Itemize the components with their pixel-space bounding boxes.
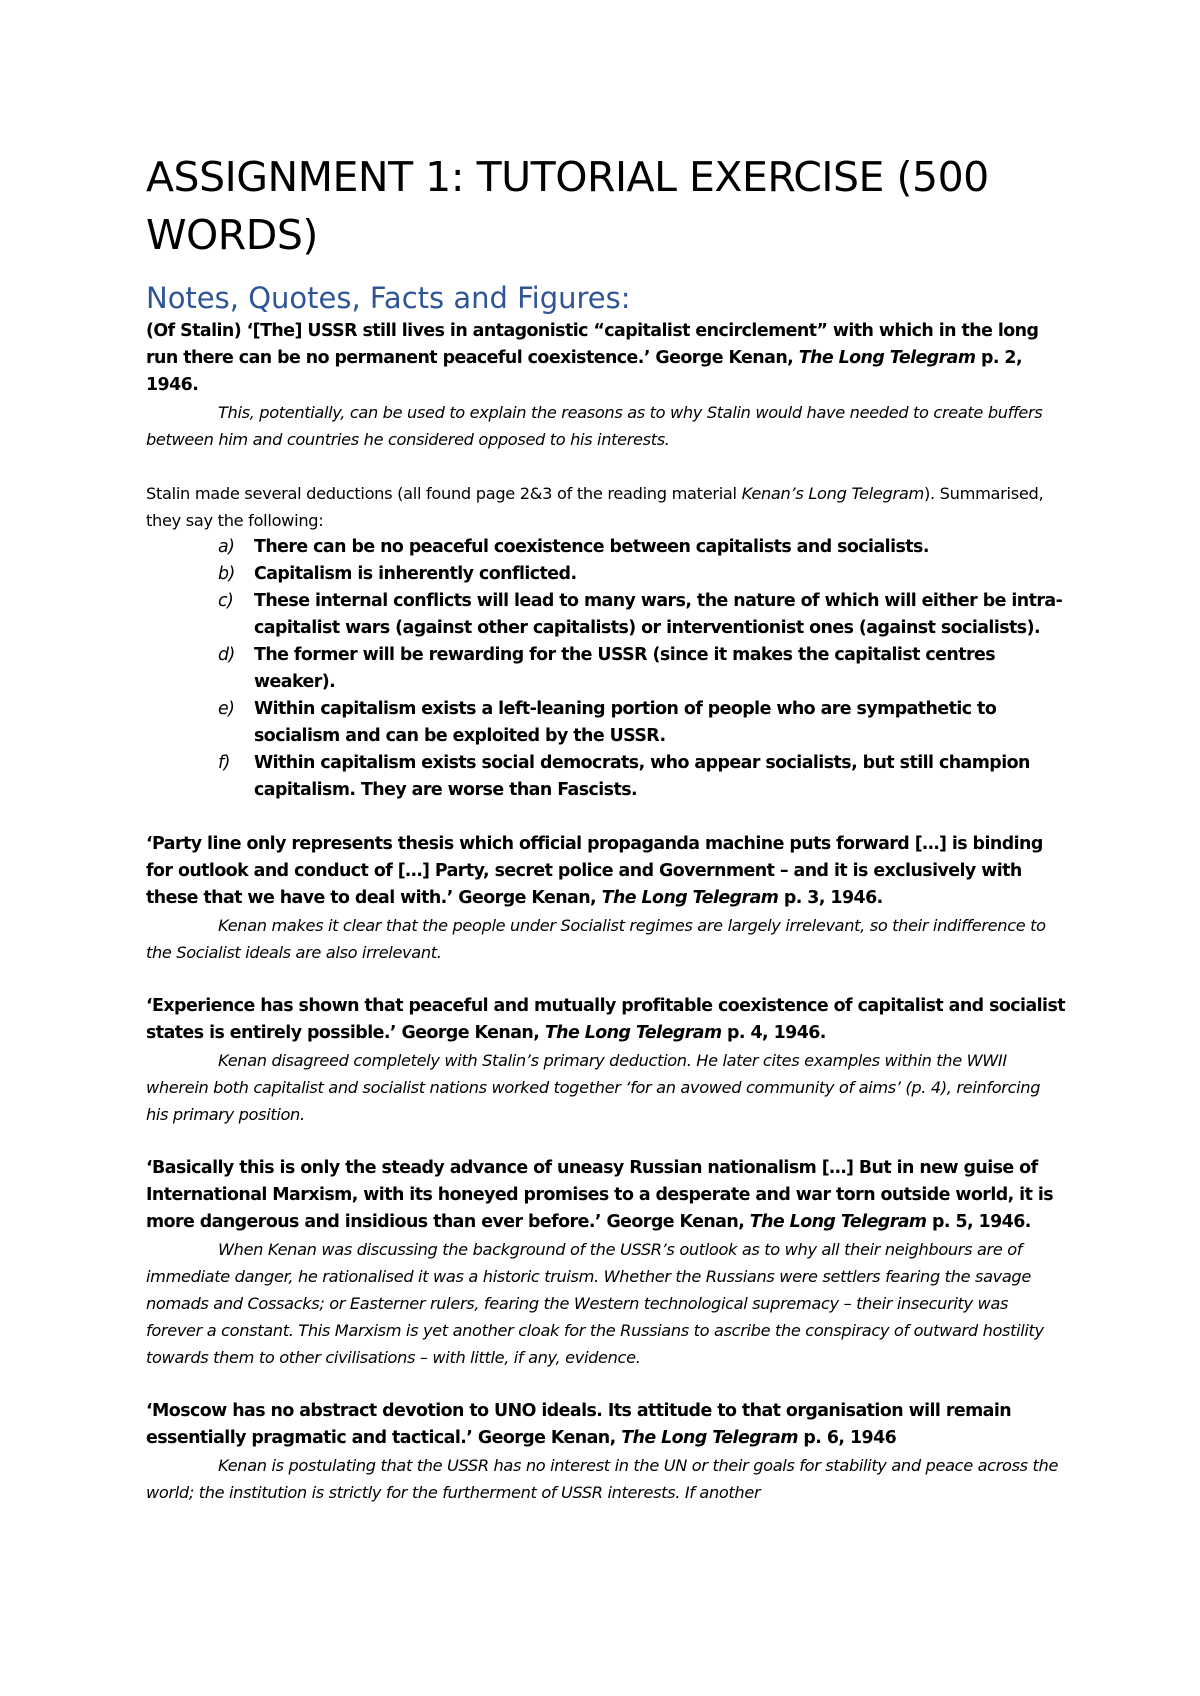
source-title: The Long Telegram — [601, 888, 779, 908]
page-ref: p. 5 — [926, 1212, 967, 1232]
list-item-text: There can be no peaceful coexistence between capitalists and socialists. — [254, 537, 929, 557]
quote-year: , 1946. — [967, 1212, 1031, 1232]
quote-text: ‘Party line only represents thesis which official propaganda machine puts forward […] is binding for outlook and conduct of […] Party, secret police and Government – and it is exclusively with these that we have to deal with.’ George Kenan, — [146, 834, 1043, 908]
list-item — [218, 588, 1066, 642]
intro-text: Stalin made several deductions (all found page 2&3 of the reading material — [146, 484, 742, 503]
commentary-text: Kenan makes it clear that the people under Socialist regimes are largely irrelevant, so their indifference to the Socialist ideals are also irrelevant. — [146, 916, 1046, 962]
list-item — [218, 750, 1066, 804]
page-ref: p. 2 — [975, 348, 1016, 368]
list-marker: a) — [218, 537, 235, 557]
list-marker: e) — [218, 699, 235, 719]
commentary-text: Kenan is postulating that the USSR has no interest in the UN or their goals for stability and peace across the world; the institution is strictly for the furtherment of USSR interests. If another — [146, 1456, 1059, 1502]
commentary-paragraph-4 — [146, 1236, 1066, 1371]
commentary-paragraph-1 — [146, 399, 1066, 453]
deductions-intro — [146, 480, 1066, 534]
list-marker: d) — [218, 645, 235, 665]
document-body — [146, 148, 1066, 1506]
list-item-text: Within capitalism exists a left-leaning portion of people who are sympathetic to socialism and can be exploited by the USSR. — [254, 699, 997, 746]
commentary-text: Kenan disagreed completely with Stalin’s primary deduction. He later cites examples within the WWII wherein both capitalist and socialist nations worked together ‘for an avowed community of aims’ (p. 4), reinforcing his primary position. — [146, 1051, 1041, 1124]
quote-text: ‘Experience has shown that peaceful and mutually profitable coexistence of capitalist and socialist states is entirely possible.’ George Kenan, — [146, 996, 1066, 1043]
quote-paragraph-3 — [146, 993, 1066, 1047]
commentary-paragraph-3 — [146, 1047, 1066, 1128]
quote-paragraph-4 — [146, 1155, 1066, 1236]
quote-year: , 1946 — [838, 1428, 897, 1448]
page-title: ASSIGNMENT 1: TUTORIAL EXERCISE (500 WORDS) — [146, 153, 989, 259]
list-marker: f) — [218, 753, 230, 773]
page-ref: p. 6 — [797, 1428, 839, 1448]
source-title: The Long Telegram — [749, 1212, 927, 1232]
section-heading: Notes, Quotes, Facts and Figures: — [146, 281, 631, 315]
list-item-text: The former will be rewarding for the USSR (since it makes the capitalist centres weaker). — [254, 645, 996, 692]
list-item — [218, 642, 1066, 696]
commentary-paragraph-5 — [146, 1452, 1066, 1506]
quote-year: , 1946. — [762, 1023, 826, 1043]
quote-text: (Of Stalin) ‘[The] USSR still lives in antagonistic “capitalist encirclement” with which in the long run there can be no permanent peaceful coexistence.’ George Kenan, — [146, 321, 1039, 368]
commentary-text: When Kenan was discussing the background of the USSR’s outlook as to why all their neighbours are of immediate danger, he rationalised it was a historic truism. Whether the Russians were settlers fearing the savage nomads and Cossacks; or Easterner rulers, fearing the Western technological supremacy – their insecurity was forever a constant. This Marxism is yet another cloak for the Russians to ascribe the conspiracy of outward hostility towards them to other civilisations – with little, if any, evidence. — [146, 1240, 1044, 1367]
quote-text: ‘Basically this is only the steady advance of uneasy Russian nationalism […] But in new guise of International Marxism, with its honeyed promises to a desperate and war torn outside world, it is more dangerous and insidious than ever before.’ George Kenan, — [146, 1158, 1054, 1232]
commentary-paragraph-2 — [146, 912, 1066, 966]
quote-year: , 1946. — [818, 888, 883, 908]
quote-text: ‘Moscow has no abstract devotion to UNO ideals. Its attitude to that organisation will remain essentially pragmatic and tactical.’ George Kenan, — [146, 1401, 1012, 1448]
quote-paragraph-2 — [146, 831, 1066, 912]
list-item — [218, 534, 1066, 561]
deductions-list — [146, 534, 1066, 804]
page-ref: p. 4 — [721, 1023, 763, 1043]
source-title: The Long Telegram — [621, 1428, 798, 1448]
quote-paragraph-5 — [146, 1398, 1066, 1452]
quote-year: , 1946. — [146, 348, 1023, 395]
list-item-text: Capitalism is inherently conflicted. — [254, 564, 577, 584]
list-marker: c) — [218, 591, 234, 611]
list-item-text: These internal conflicts will lead to many wars, the nature of which will either be intra-capitalist wars (against other capitalists) or interventionist ones (against socialists). — [254, 591, 1063, 638]
source-title: The Long Telegram — [544, 1023, 722, 1043]
list-item — [218, 561, 1066, 588]
list-item — [218, 696, 1066, 750]
list-item-text: Within capitalism exists social democrats, who appear socialists, but still champion capitalism. They are worse than Fascists. — [254, 753, 1030, 800]
intro-reference: Kenan’s Long Telegram — [741, 484, 924, 503]
quote-paragraph-1 — [146, 318, 1066, 399]
commentary-text: This, potentially, can be used to explain the reasons as to why Stalin would have needed to create buffers between him and countries he considered opposed to his interests. — [146, 403, 1043, 449]
page-ref: p. 3 — [778, 888, 819, 908]
list-marker: b) — [218, 564, 235, 584]
source-title: The Long Telegram — [798, 348, 976, 368]
intro-text-end: ). Summarised, they say the following: — [146, 484, 1044, 530]
